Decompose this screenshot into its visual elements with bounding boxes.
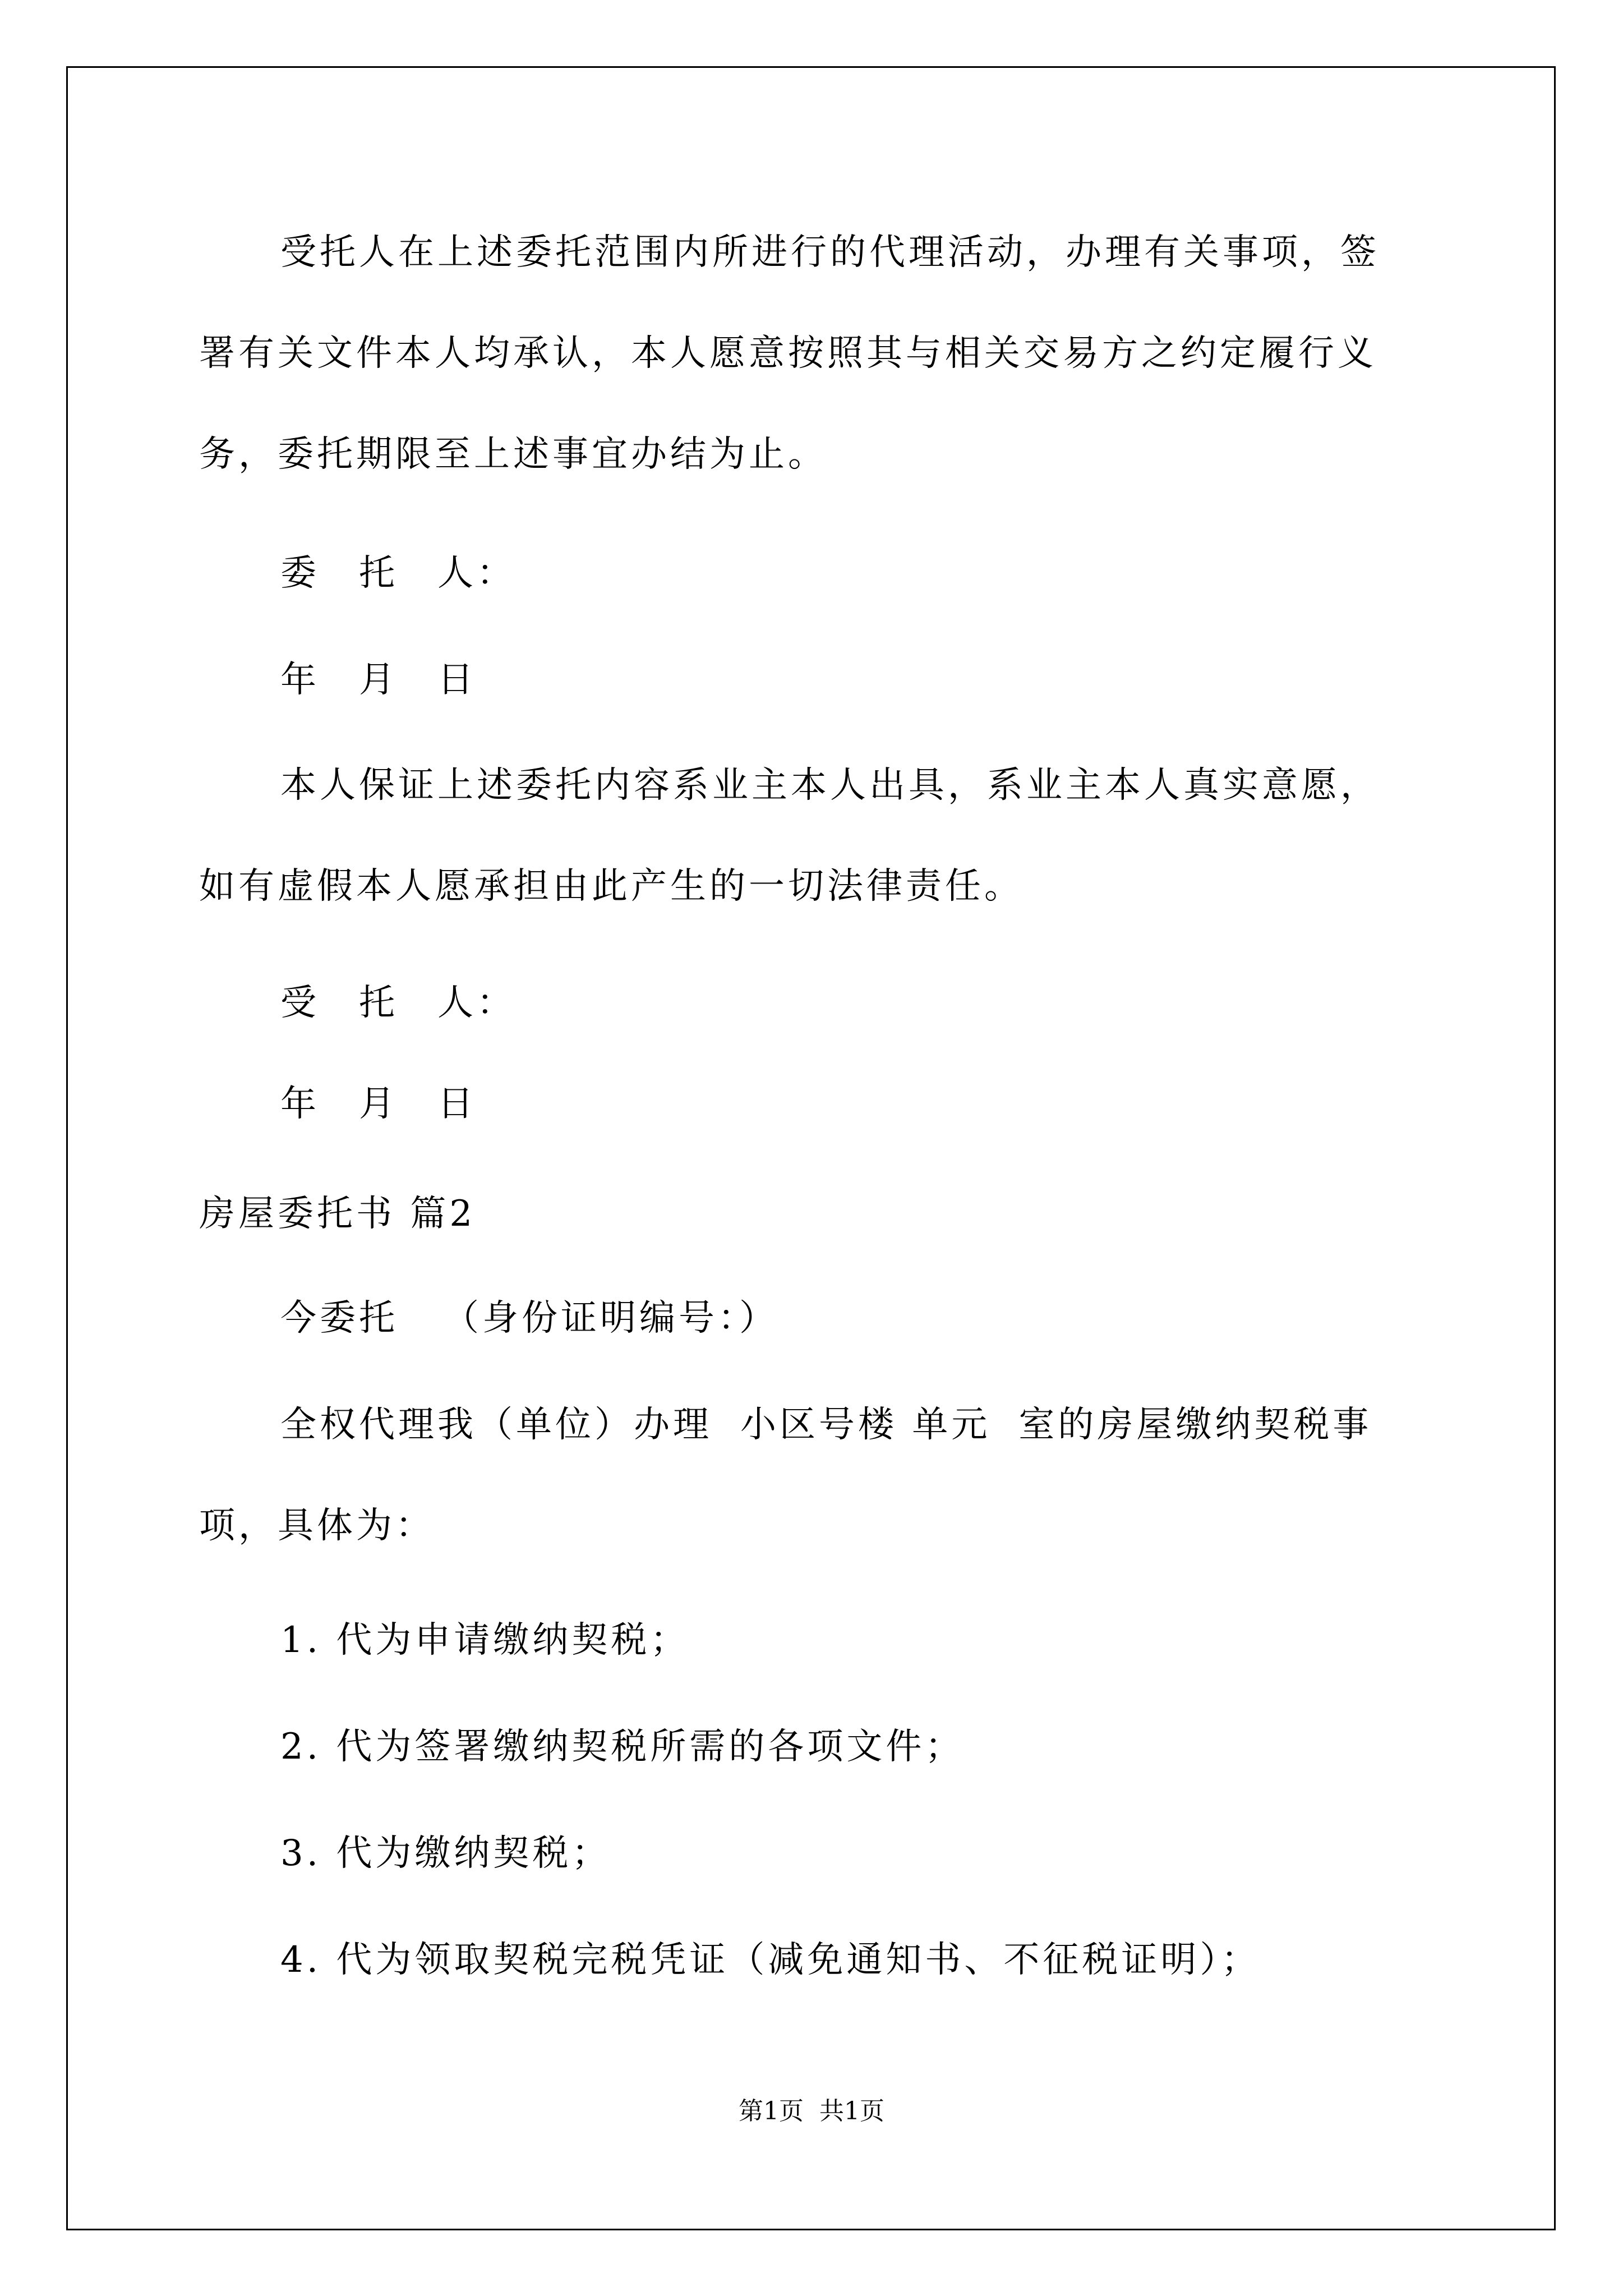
scope-line-1 xyxy=(280,1404,1372,1446)
page-frame xyxy=(66,66,1556,2230)
page-footer xyxy=(0,2099,1623,2124)
signature-2-label xyxy=(280,982,516,1024)
signature-1-char-3: 人： xyxy=(437,553,516,594)
appoint-prefix: 今委托 xyxy=(280,1297,398,1339)
appoint-line xyxy=(280,1297,778,1339)
list-item: 3. 代为缴纳契税； xyxy=(280,1833,611,1874)
paragraph-2-line-1: 本人保证上述委托内容系业主本人出具，系业主本人真实意愿， xyxy=(280,765,1380,806)
scope-part-3: 室的房屋缴纳契税事 xyxy=(1018,1404,1372,1446)
signature-1-day: 日 xyxy=(437,659,477,701)
signature-2-day: 日 xyxy=(437,1083,477,1125)
signature-2-year: 年 xyxy=(280,1083,320,1125)
signature-1-char-2: 托 xyxy=(359,553,398,594)
list-item: 2. 代为签署缴纳契税所需的各项文件； xyxy=(280,1726,965,1768)
signature-2-char-3: 人： xyxy=(437,982,516,1024)
signature-2-month: 月 xyxy=(359,1083,398,1125)
signature-1-date xyxy=(280,659,477,701)
scope-line-2: 项，具体为： xyxy=(199,1505,435,1547)
signature-1-year: 年 xyxy=(280,659,320,701)
signature-1-month: 月 xyxy=(359,659,398,701)
signature-1-char-1: 委 xyxy=(280,553,320,594)
signature-2-char-1: 受 xyxy=(280,982,320,1024)
scope-part-1: 全权代理我（单位）办理 xyxy=(280,1404,712,1446)
signature-1-label xyxy=(280,553,516,594)
list-item: 4. 代为领取契税完税凭证（减免通知书、不征税证明）； xyxy=(280,1939,1261,1981)
page-number-total: 共1页 xyxy=(819,2097,884,2125)
paragraph-2-line-2: 如有虚假本人愿承担由此产生的一切法律责任。 xyxy=(199,866,1023,907)
signature-2-char-2: 托 xyxy=(359,982,398,1024)
paragraph-1-line-1: 受托人在上述委托范围内所进行的代理活动，办理有关事项，签 xyxy=(280,232,1380,273)
appoint-suffix: （身份证明编号：） xyxy=(443,1297,778,1339)
signature-2-date xyxy=(280,1083,477,1125)
page-number-current: 第1页 xyxy=(739,2097,804,2125)
paragraph-1-line-2: 署有关文件本人均承认，本人愿意按照其与相关交易方之约定履行义 xyxy=(199,333,1377,374)
paragraph-1-line-3: 务，委托期限至上述事宜办结为止。 xyxy=(199,434,827,475)
list-item: 1. 代为申请缴纳契税； xyxy=(280,1619,690,1661)
scope-part-2: 小区号楼 单元 xyxy=(740,1404,991,1446)
section-title: 房屋委托书 篇2 xyxy=(199,1193,476,1235)
